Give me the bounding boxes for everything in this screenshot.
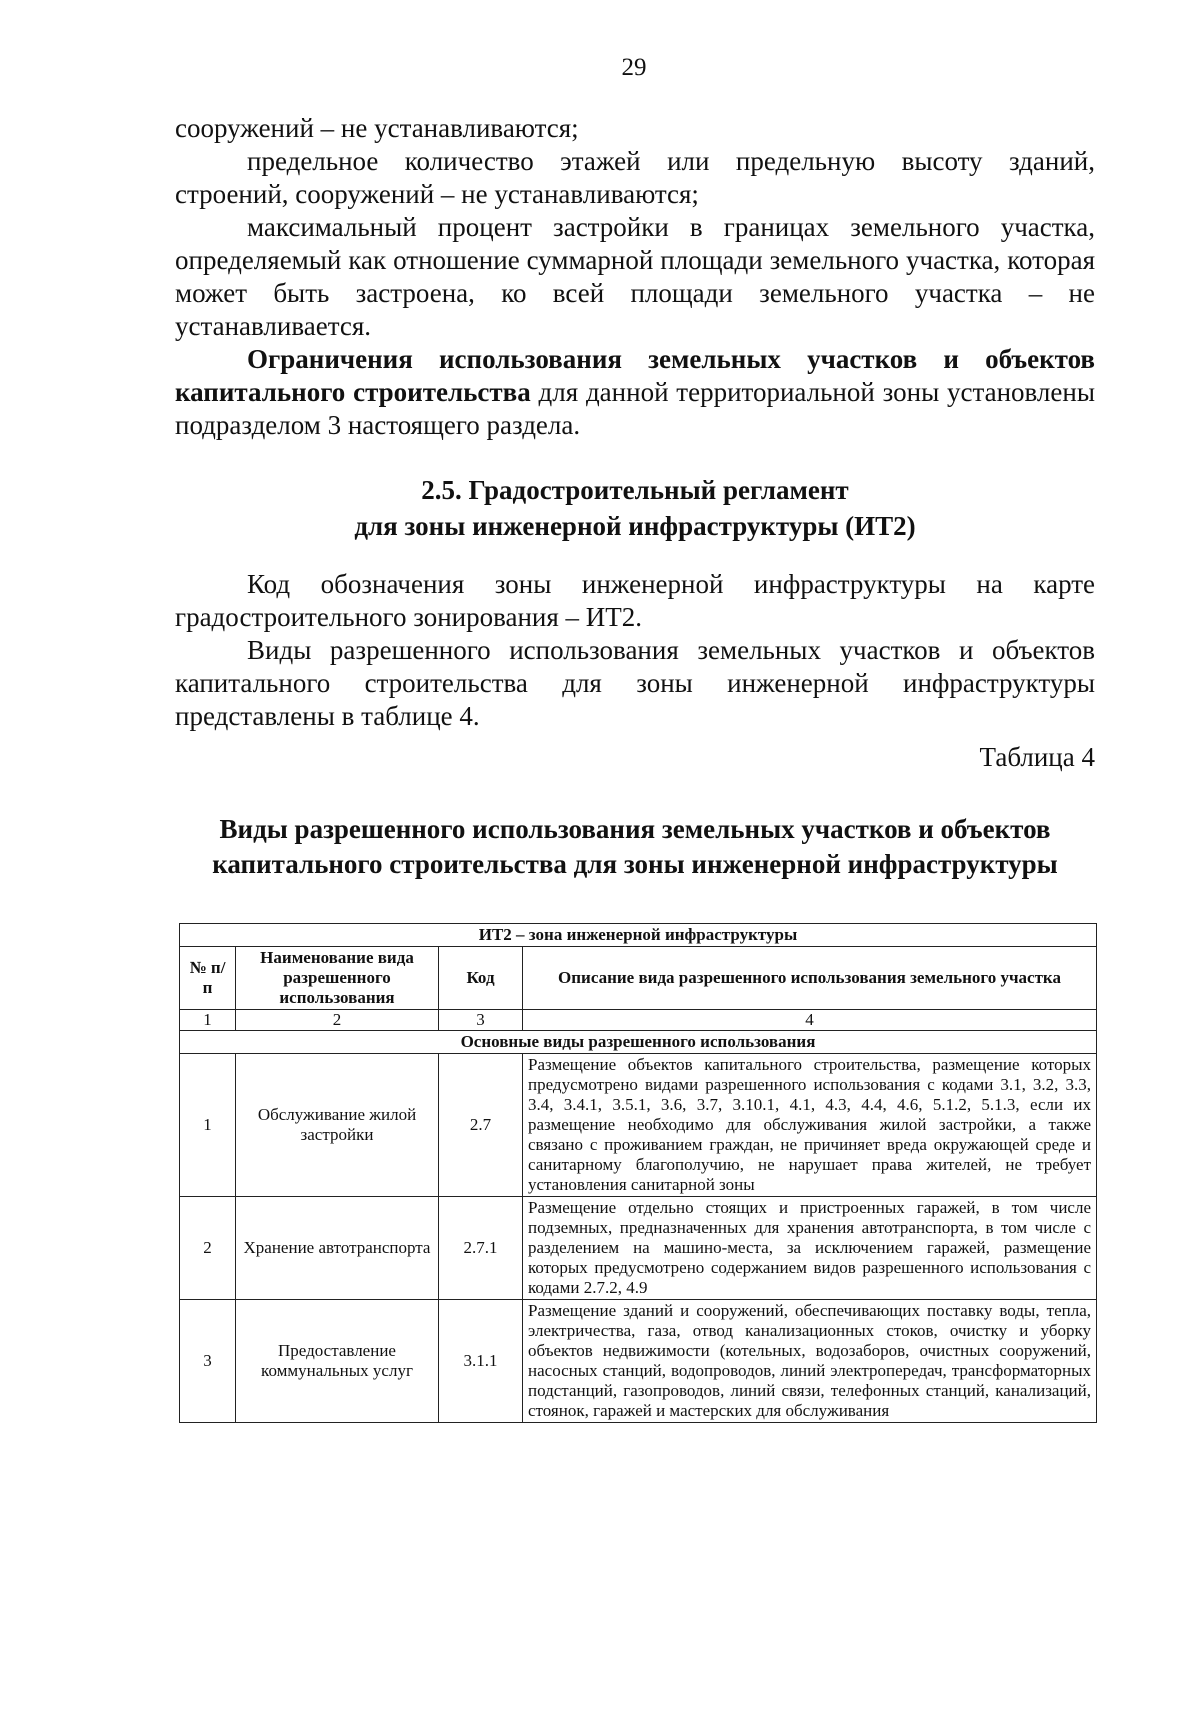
column-number-row — [180, 1010, 1097, 1031]
header-code: Код — [439, 947, 523, 1010]
section-title-line: 2.5. Градостроительный регламент — [421, 475, 849, 505]
table-title — [175, 812, 1095, 882]
row-code: 2.7.1 — [439, 1197, 523, 1300]
row-name: Обслуживание жилой застройки — [236, 1054, 439, 1197]
paragraph: максимальный процент застройки в границах земельного участка, определяемый как отношение суммарной площади земельного участка, которая может быть застроена, ко всей площади земельного участка – не устанавливается. — [175, 212, 1095, 341]
table-row — [180, 1300, 1097, 1423]
section-title-line: для зоны инженерной инфраструктуры (ИТ2) — [354, 511, 916, 541]
group-row — [180, 1031, 1097, 1054]
row-description: Размещение отдельно стоящих и пристроенных гаражей, в том числе подземных, предназначенных для хранения автотранспорта, в том числе с разделением на машино-места, за исключением гаражей, размещение которых предусмотрено содержанием видов разрешенного использования с кодами 2.7.2, 4.9 — [523, 1197, 1097, 1300]
column-number: 2 — [236, 1010, 439, 1031]
table-row — [180, 1054, 1097, 1197]
permitted-use-table — [179, 923, 1097, 1423]
column-header-row — [180, 947, 1097, 1010]
section-title — [175, 472, 1095, 544]
paragraph — [175, 343, 1095, 442]
paragraph-text: для данной территориальной зоны установлены подразделом 3 настоящего раздела. — [175, 377, 1095, 440]
paragraph: Код обозначения зоны инженерной инфраструктуры на карте градостроительного зонирования – ИТ2. — [175, 569, 1095, 632]
paragraph: сооружений – не устанавливаются; — [175, 113, 579, 143]
zone-header: ИТ2 – зона инженерной инфраструктуры — [180, 924, 1097, 947]
page-number: 29 — [621, 54, 647, 81]
row-num: 1 — [180, 1054, 236, 1197]
row-num: 3 — [180, 1300, 236, 1423]
group-label: Основные виды разрешенного использования — [180, 1031, 1097, 1054]
row-description: Размещение объектов капитального строительства, размещение которых предусмотрено видами разрешенного использования с кодами 3.1, 3.2, 3.3, 3.4, 3.4.1, 3.5.1, 3.6, 3.7, 3.10.1, 4.1, 4.3, 4.4, 4.6, 5.1.2, 5.1.3, если их размещение необходимо для обслуживания жилой застройки, а также связано с проживанием граждан, не причиняет вреда окружающей среде и санитарному благополучию, не нарушает права жителей, не требует установления санитарной зоны — [523, 1054, 1097, 1197]
column-number: 4 — [523, 1010, 1097, 1031]
header-num: № п/п — [180, 947, 236, 1010]
row-num: 2 — [180, 1197, 236, 1300]
zone-header-row — [180, 924, 1097, 947]
paragraph: предельное количество этажей или предельную высоту зданий, строений, сооружений – не устанавливаются; — [175, 146, 1095, 209]
row-code: 2.7 — [439, 1054, 523, 1197]
table-title-line: капитального строительства для зоны инженерной инфраструктуры — [212, 849, 1058, 879]
table-row — [180, 1197, 1097, 1300]
header-name: Наименование вида разрешенного использования — [236, 947, 439, 1010]
table-title-line: Виды разрешенного использования земельных участков и объектов — [219, 814, 1051, 844]
table-label: Таблица 4 — [979, 742, 1095, 772]
header-description: Описание вида разрешенного использования земельного участка — [523, 947, 1097, 1010]
column-number: 3 — [439, 1010, 523, 1031]
column-number: 1 — [180, 1010, 236, 1031]
bold-phrase: Ограничения использования земельных участков и объектов капитального строительства — [175, 344, 1095, 407]
row-description: Размещение зданий и сооружений, обеспечивающих поставку воды, тепла, электричества, газа, отвод канализационных стоков, очистку и уборку объектов недвижимости (котельных, водозаборов, очистных сооружений, насосных станций, водопроводов, линий электропередач, трансформаторных подстанций, газопроводов, линий связи, телефонных станций, канализаций, стоянок, гаражей и мастерских для обслуживания — [523, 1300, 1097, 1423]
row-name: Предоставление коммунальных услуг — [236, 1300, 439, 1423]
row-code: 3.1.1 — [439, 1300, 523, 1423]
row-name: Хранение автотранспорта — [236, 1197, 439, 1300]
paragraph: Виды разрешенного использования земельных участков и объектов капитального строительства для зоны инженерной инфраструктуры представлены в таблице 4. — [175, 635, 1095, 731]
document-body — [175, 112, 1095, 882]
